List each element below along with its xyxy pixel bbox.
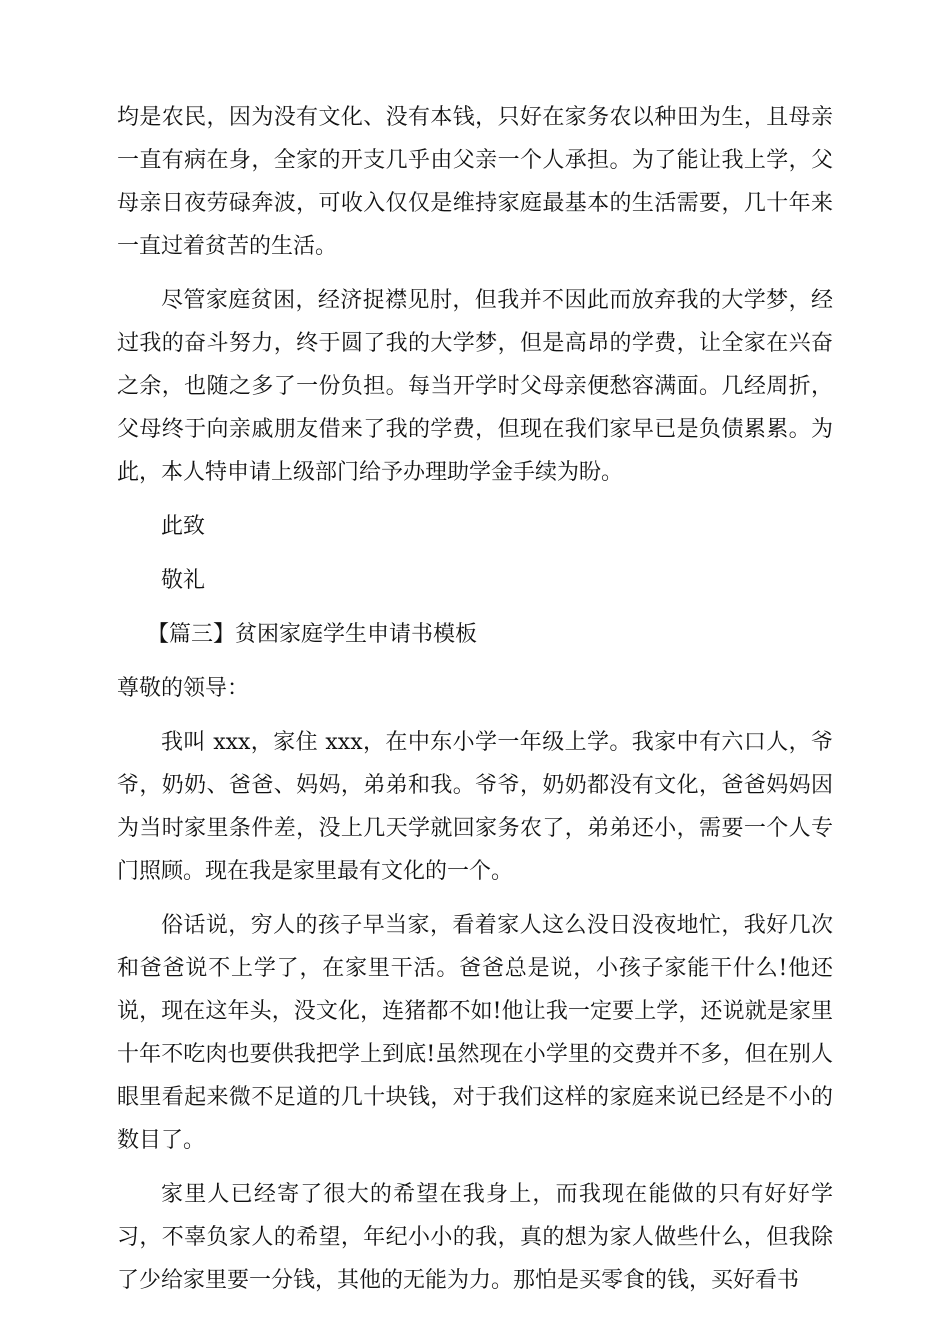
closing-line-2: 敬礼 xyxy=(161,568,206,593)
salutation: 尊敬的领导： xyxy=(117,676,250,701)
paragraph-continuation: 均是农民，因为没有文化、没有本钱，只好在家务农以种田为生，且母亲一直有病在身，全家的开支几乎由父亲一个人承担。为了能让我上学，父母亲日夜劳碌奔波，可收入仅仅是维持家庭最基本的生活需要，几十年来一直过着贫苦的生活。 xyxy=(117,105,833,259)
paragraph-father-words: 俗话说，穷人的孩子早当家，看着家人这么没日没夜地忙，我好几次和爸爸说不上学了，在家里干活。爸爸总是说，小孩子家能干什么!他还说，现在这年头，没文化，连猪都不如!他让我一定要上学，还说就是家里十年不吃肉也要供我把学上到底!虽然现在小学里的交费并不多，但在别人眼里看起来微不足道的几十块钱，对于我们这样的家庭来说已经是不小的数目了。 xyxy=(117,913,833,1153)
document-body xyxy=(117,96,833,1302)
paragraph-introduction: 我叫 xxx，家住 xxx，在中东小学一年级上学。我家中有六口人，爷爷，奶奶、爸爸、妈妈，弟弟和我。爷爷，奶奶都没有文化，爸爸妈妈因为当时家里条件差，没上几天学就回家务农了，弟弟还小，需要一个人专门照顾。现在我是家里最有文化的一个。 xyxy=(117,730,833,884)
paragraph-hopes: 家里人已经寄了很大的希望在我身上，而我现在能做的只有好好学习，不辜负家人的希望，年纪小小的我，真的想为家人做些什么，但我除了少给家里要一分钱，其他的无能为力。那怕是买零食的钱，买好看书 xyxy=(117,1182,833,1293)
section-heading: 【篇三】贫困家庭学生申请书模板 xyxy=(147,622,478,647)
paragraph-family-hardship: 尽管家庭贫困，经济捉襟见肘，但我并不因此而放弃我的大学梦，经过我的奋斗努力，终于圆了我的大学梦，但是高昂的学费，让全家在兴奋之余，也随之多了一份负担。每当开学时父母亲便愁容满面。几经周折，父母终于向亲戚朋友借来了我的学费，但现在我们家早已是负债累累。为此，本人特申请上级部门给予办理助学金手续为盼。 xyxy=(117,288,833,485)
closing-line-1: 此致 xyxy=(161,514,206,539)
